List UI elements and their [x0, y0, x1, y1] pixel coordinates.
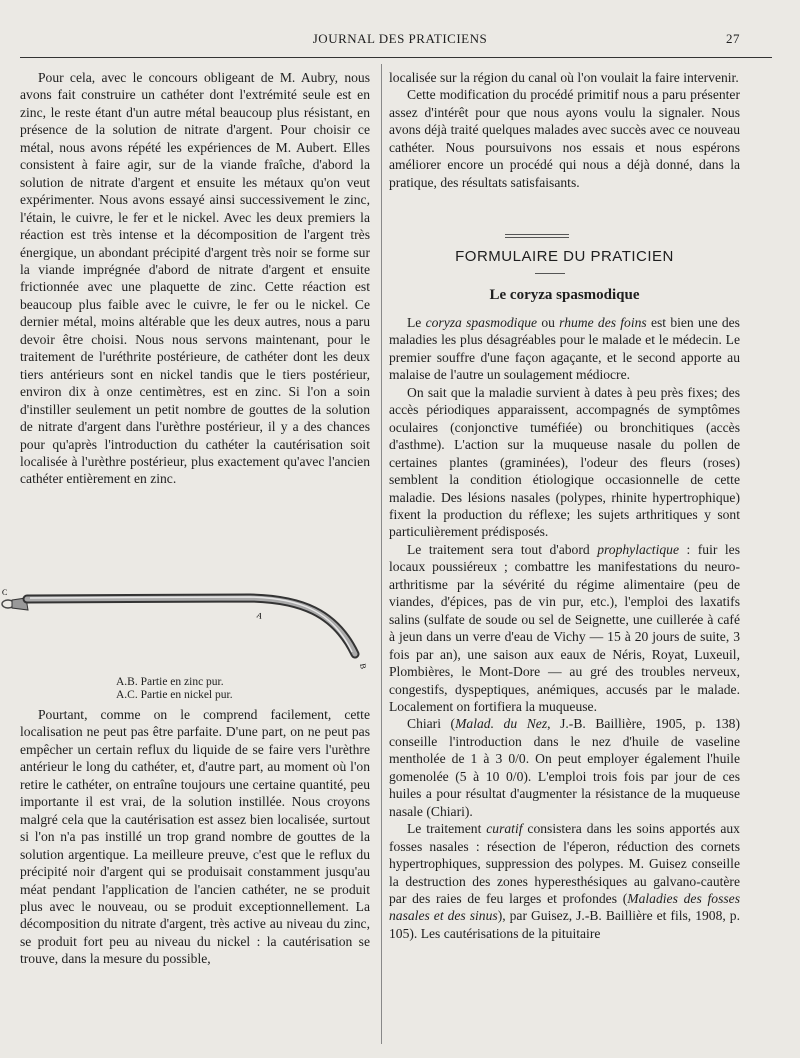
- text-italic: coryza spasmodique: [425, 315, 538, 330]
- text-run: Chiari (: [407, 716, 456, 732]
- text-run: consistera dans les soins apportés aux fosses nasales : résection de l'éperon, réduction des cornets hypertrophiques, suppression des polypes. M. Guisez conseille la destruction des zones hyperesthésiques au galvano-cautère par des raies de feu larges et profondes (: [389, 821, 740, 906]
- caption-zinc: A.B. Partie en zinc pur.: [116, 676, 224, 688]
- text-italic: rhume des foins: [559, 315, 647, 330]
- section-title: FORMULAIRE DU PRATICIEN: [455, 248, 674, 265]
- text-italic: Maladies des fosses nasales et des sinus: [389, 890, 740, 924]
- paragraph-prophylaxis: [389, 541, 740, 716]
- section-rule-bottom: [535, 273, 565, 274]
- running-head: [20, 31, 780, 51]
- left-column-bottom: [20, 706, 370, 968]
- paragraph-modification: Cette modification du procédé primitif nous a paru présenter assez d'intérêt pour que nous ayons voulu la signaler. Nous avons déjà traité quelques malades avec succès avec ce nouveau cathéter. Nous poursuivons nos essais et nous espérons améliorer encore un procédé qui nous a déjà donné, dans la pratique, des résultats satisfaisants.: [389, 87, 740, 190]
- catheter-drawing: [2, 597, 355, 654]
- text-italic: prophylactique: [597, 541, 679, 557]
- paragraph-chiari: [389, 715, 740, 820]
- right-column-article: [389, 314, 740, 942]
- label-c: C: [2, 588, 8, 597]
- label-b: B: [358, 662, 368, 670]
- paragraph-etiology: On sait que la maladie survient à dates à peu près fixes; des accès périodiques apparaissent, accompagnés de symptômes oculaires (conjonctive tuméfiée) ou bronchitiques (accès d'asthme). L'action sur la muqueuse nasale du pollen de certaines plantes (graminées), l'odeur des fleurs (roses) semblent la condition étiologique occasionnelle de cette maladie. Des lésions nasales (polypes, rhinite hypertrophique) fixent la production du réflexe; les sujets arthritiques y sont particulièrement prédisposés.: [389, 384, 740, 540]
- text-run: Le traitement sera tout d'abord: [407, 541, 598, 557]
- header-rule: [20, 57, 772, 58]
- text-italic: curatif: [486, 821, 523, 837]
- left-column-top: [20, 69, 370, 488]
- section-rule-top-1: [505, 234, 569, 235]
- section-rule-top-2: [505, 237, 569, 238]
- paragraph-curative: [389, 820, 740, 942]
- paragraph-localisation: Pourtant, comme on le comprend facilement, cette localisation ne peut pas être parfaite. D'une part, on ne peut pas empêcher un certain reflux du liquide de se faire vers l'urèthre antérieur le long du cathéter, et, d'autre part, au moment où l'on retire le cathéter, on entraîne toujours une certaine quantité, peu importante il est vrai, de la solution instillée. Nous croyons malgré cela que la cautérisation est assez bien localisée, surtout si l'on n'a pas instillé un trop grand nombre de gouttes de la solution argentique. La meilleure preuve, c'est que le reflux du précipité noir d'argent qui se produisait constamment jusqu'au méat pendant l'application de l'ancien cathéter, ne se produit plus avec le nouveau, ou se produit exceptionnellement. La décomposition du nitrate d'argent, très active au niveau du zinc, se produit fort peu au niveau du nickel : la cautérisation se trouve, dans la mesure du possible,: [20, 707, 370, 967]
- journal-title: JOURNAL DES PRATICIENS: [312, 31, 488, 46]
- text-run: est bien une des maladies les plus désagréables pour le malade et le médecin. Le premier souffre d'une façon agaçante, et le second apporte au malaise de l'autre un soulagement médiocre.: [389, 315, 740, 383]
- text-run: Le traitement: [407, 821, 487, 837]
- page-number: 27: [726, 31, 740, 46]
- right-column-top: [389, 69, 740, 191]
- paragraph-catheter-construction: Pour cela, avec le concours obligeant de M. Aubry, nous avons fait construire un cathéter dont l'extrémité seule est en zinc, le reste étant d'un autre métal beaucoup plus résistant, en présence de la solution de nitrate d'argent. Pour choisir ce métal, nous avons répété les expériences de M. Aubert. Elles consistent à faire agir, sur de la viande fraîche, d'abord la solution de nitrate d'argent et ensuite les métaux qu'on veut expérimenter. Nous avons essayé ainsi successivement le zinc, l'étain, le cuivre, le fer et le nickel. Avec les deux premiers la réaction est très intense et la décomposition de l'argent très énergique, un abondant précipité d'argent très noir se forme sur la viande imprégnée d'abord de nitrate d'argent et ensuite frictionnée avec une plaquette de zinc. Cette réaction est beaucoup plus faible avec le cuivre, le fer ou le nickel. Ce dernier métal, moins altérable que les deux autres, nous a paru devoir être choisi. Nous nous servons maintenant, pour le traitement de l'uréthrite postérieure, de cathéter dont les deux tiers antérieurs sont en nickel tandis que le tiers postérieur, environ dix à onze centimètres, est en zinc. Si l'on a soin d'instiller seulement un petit nombre de gouttes de la solution de nitrate d'argent dans l'urèthre postérieur, il y a des chances pour qu'après l'introduction du cathéter la cautérisation soit localisée à l'urèthre postérieur, plus exactement qu'avec l'ancien cathéter entièrement en zinc.: [20, 70, 370, 487]
- text-run: ou: [537, 315, 560, 330]
- figure-caption: [116, 676, 233, 702]
- text-run: : fuir les locaux poussiéreux ; combattre les manifestations du neuro-arthritisme par la sévérité du régime alimentaire (peu de viandes, d'épices, pas de vin pur, etc.), l'emploi des laxatifs salins (sulfate de soude ou sel de Seignette, une cuillerée à café à jeun dans un verre d'eau de Vichy — 15 à 20 jours de suite, 3 fois par an), une saison aux eaux de Néris, Royat, Luxeuil, Plombières, le Mont-Dore — au gré des troubles nerveux, congestifs, dyspeptiques, anémiques, accusés par le malade. Localement on fortifiera la muqueuse.: [389, 541, 740, 714]
- text-run: ), par Guisez, J.-B. Baillière et fils, 1908, p. 105). Les cautérisations de la pituitaire: [389, 908, 740, 941]
- text-italic: Malad. du Nez: [455, 716, 548, 732]
- text-run: , J.-B. Baillière, 1905, p. 138) conseille l'introduction dans le nez d'huile de vaseline mentholée de 1 à 3 0/0. On peut employer également l'huile gomenolée (5 à 10 0/0). L'emploi trois fois par jour de ces huiles a pour résultat d'augmenter la résistance de la muqueuse nasale (Chiari).: [389, 716, 740, 819]
- label-a: A: [255, 610, 264, 621]
- text-run: Le: [407, 315, 426, 330]
- paragraph-continuation: localisée sur la région du canal où l'on voulait la faire intervenir.: [389, 70, 739, 85]
- article-title: Le coryza spasmodique: [489, 287, 640, 303]
- paragraph-intro: [389, 314, 740, 384]
- catheter-illustration: [0, 582, 380, 674]
- caption-nickel: A.C. Partie en nickel pur.: [116, 689, 233, 701]
- column-rule: [381, 64, 382, 1044]
